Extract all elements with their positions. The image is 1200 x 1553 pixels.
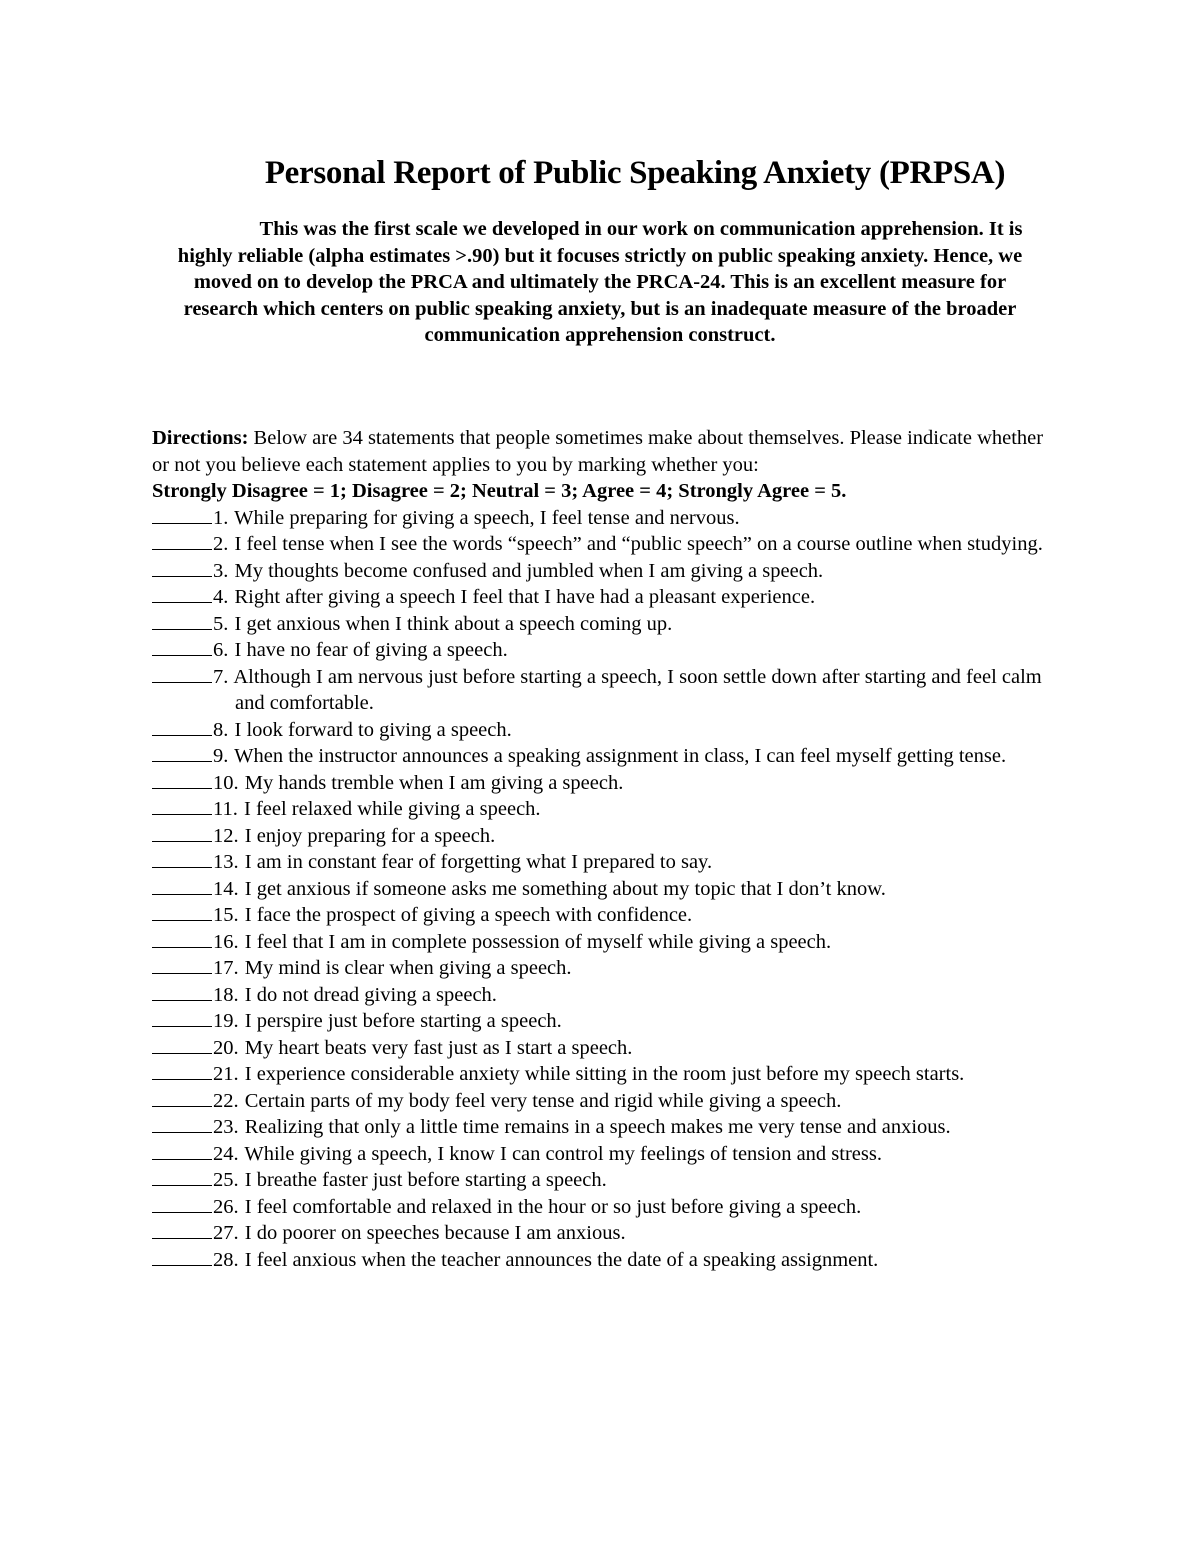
answer-blank[interactable]	[152, 1220, 212, 1239]
statement-item	[152, 1141, 1052, 1168]
statement-item	[152, 955, 1052, 982]
statement-number: 3.	[213, 559, 229, 582]
statement-item	[152, 876, 1052, 903]
statement-text: I feel comfortable and relaxed in the hour or so just before giving a speech.	[239, 1195, 862, 1218]
rating-scale: Strongly Disagree = 1; Disagree = 2; Neutral = 3; Agree = 4; Strongly Agree = 5.	[152, 480, 847, 502]
statement-item	[152, 929, 1052, 956]
statement-item	[152, 505, 1052, 532]
answer-blank[interactable]	[152, 664, 212, 683]
statement-number: 24.	[213, 1142, 239, 1165]
statement-item	[152, 1167, 1052, 1194]
statement-number: 27.	[213, 1222, 239, 1244]
answer-blank[interactable]	[152, 1247, 212, 1266]
statement-number: 6.	[213, 639, 229, 661]
statement-item	[152, 531, 1052, 558]
statement-text: My mind is clear when giving a speech.	[239, 957, 572, 979]
answer-blank[interactable]	[152, 743, 212, 762]
statement-item	[152, 770, 1052, 797]
statement-item	[152, 1035, 1052, 1062]
answer-blank[interactable]	[152, 505, 212, 524]
statement-item	[152, 796, 1052, 823]
statement-text: Certain parts of my body feel very tense and rigid while giving a speech.	[239, 1089, 842, 1112]
answer-blank[interactable]	[152, 584, 212, 603]
statement-number: 25.	[213, 1169, 239, 1191]
statement-text: While preparing for giving a speech, I feel tense and nervous.	[229, 506, 740, 529]
page-title: Personal Report of Public Speaking Anxiety (PRPSA)	[264, 155, 1006, 191]
answer-blank[interactable]	[152, 823, 212, 842]
statement-text: I perspire just before starting a speech.	[239, 1010, 562, 1032]
answer-blank[interactable]	[152, 637, 212, 656]
directions-text: Below are 34 statements that people sometimes make about themselves. Please indicate whether or not you believe each statement applies to you by marking whether you:	[152, 427, 1044, 476]
statement-item	[152, 611, 1052, 638]
statement-text: I feel that I am in complete possession of myself while giving a speech.	[239, 930, 832, 953]
statement-text: My thoughts become confused and jumbled when I am giving a speech.	[229, 559, 824, 582]
answer-blank[interactable]	[152, 558, 212, 577]
statement-item	[152, 558, 1052, 585]
answer-blank[interactable]	[152, 1141, 212, 1160]
statement-number: 19.	[213, 1010, 239, 1032]
statement-number: 11.	[213, 798, 238, 820]
statement-text: I experience considerable anxiety while sitting in the room just before my speech starts.	[239, 1063, 965, 1085]
statement-text: When the instructor announces a speaking assignment in class, I can feel myself getting tense.	[229, 745, 1007, 767]
statement-text: I do not dread giving a speech.	[239, 983, 497, 1006]
statement-item	[152, 637, 1052, 664]
answer-blank[interactable]	[152, 849, 212, 868]
answer-blank[interactable]	[152, 1088, 212, 1107]
statement-item	[152, 1008, 1052, 1035]
statement-text: I feel relaxed while giving a speech.	[238, 798, 541, 820]
statement-number: 10.	[213, 771, 239, 794]
statement-text: I face the prospect of giving a speech with confidence.	[239, 904, 693, 926]
answer-blank[interactable]	[152, 1167, 212, 1186]
statement-item	[152, 584, 1052, 611]
answer-blank[interactable]	[152, 770, 212, 789]
statement-item	[152, 982, 1052, 1009]
statement-text: I get anxious if someone asks me something about my topic that I don’t know.	[239, 877, 886, 900]
answer-blank[interactable]	[152, 929, 212, 948]
statement-item	[152, 743, 1052, 770]
statement-text: I am in constant fear of forgetting what I prepared to say.	[239, 851, 713, 873]
statement-item	[152, 717, 1052, 744]
statement-number: 1.	[213, 506, 229, 529]
answer-blank[interactable]	[152, 611, 212, 630]
statement-number: 9.	[213, 745, 229, 767]
answer-blank[interactable]	[152, 876, 212, 895]
answer-blank[interactable]	[152, 1008, 212, 1027]
statement-number: 2.	[213, 533, 229, 555]
statement-text: I feel tense when I see the words “speech” and “public speech” on a course outline when studying.	[229, 533, 1043, 555]
statement-number: 7.	[213, 665, 229, 688]
answer-blank[interactable]	[152, 982, 212, 1001]
statement-number: 18.	[213, 983, 239, 1006]
statement-item	[152, 902, 1052, 929]
statement-number: 28.	[213, 1248, 239, 1271]
statement-number: 14.	[213, 877, 239, 900]
answer-blank[interactable]	[152, 955, 212, 974]
answer-blank[interactable]	[152, 1061, 212, 1080]
statement-item	[152, 849, 1052, 876]
statement-item	[152, 664, 1052, 717]
answer-blank[interactable]	[152, 1114, 212, 1133]
answer-blank[interactable]	[152, 1035, 212, 1054]
statement-number: 21.	[213, 1063, 239, 1085]
statement-text: I get anxious when I think about a speech coming up.	[229, 612, 673, 635]
intro-paragraph	[155, 216, 1045, 349]
statement-text: I breathe faster just before starting a speech.	[239, 1169, 607, 1191]
statement-item	[152, 1061, 1052, 1088]
directions-label: Directions:	[152, 427, 249, 449]
statement-text: Right after giving a speech I feel that I have had a pleasant experience.	[229, 586, 816, 608]
statement-text: While giving a speech, I know I can control my feelings of tension and stress.	[239, 1142, 882, 1165]
statement-text: I enjoy preparing for a speech.	[239, 824, 496, 847]
statement-text: I have no fear of giving a speech.	[229, 639, 508, 661]
statement-number: 15.	[213, 904, 239, 926]
statement-item	[152, 1194, 1052, 1221]
statement-item	[152, 823, 1052, 850]
statement-item	[152, 1088, 1052, 1115]
answer-blank[interactable]	[152, 796, 212, 815]
statement-text: I do poorer on speeches because I am anxious.	[239, 1222, 626, 1244]
statement-number: 4.	[213, 586, 229, 608]
statement-item	[152, 1247, 1052, 1274]
statement-number: 13.	[213, 851, 239, 873]
statement-list	[152, 505, 1052, 1274]
intro-text: This was the first scale we developed in our work on communication apprehension. It is highly reliable (alpha estimates >.90) but it focuses strictly on public speaking anxiety. Hence, we moved on to develop the PRCA and ultimately the PRCA-24. This is an excellent measure for research which centers on public speaking anxiety, but is an inadequate measure of the broader communication apprehension construct.	[177, 218, 1023, 346]
statement-number: 12.	[213, 824, 239, 847]
answer-blank[interactable]	[152, 1194, 212, 1213]
statement-number: 8.	[213, 718, 229, 741]
answer-blank[interactable]	[152, 717, 212, 736]
answer-blank[interactable]	[152, 531, 212, 550]
answer-blank[interactable]	[152, 902, 212, 921]
directions-paragraph	[152, 425, 1052, 478]
statement-number: 26.	[213, 1195, 239, 1218]
statement-number: 23.	[213, 1116, 239, 1138]
statement-number: 20.	[213, 1036, 239, 1059]
statement-number: 17.	[213, 957, 239, 979]
statement-text: Realizing that only a little time remains in a speech makes me very tense and anxious.	[239, 1116, 951, 1138]
statement-text: I look forward to giving a speech.	[229, 718, 512, 741]
statement-item	[152, 1220, 1052, 1247]
statement-number: 5.	[213, 612, 229, 635]
questionnaire	[152, 425, 1052, 1273]
statement-text: My hands tremble when I am giving a speech.	[239, 771, 624, 794]
statement-number: 16.	[213, 930, 239, 953]
statement-text: Although I am nervous just before starting a speech, I soon settle down after starting and feel calm and comfortable.	[229, 665, 1042, 714]
statement-text: My heart beats very fast just as I start a speech.	[239, 1036, 633, 1059]
statement-item	[152, 1114, 1052, 1141]
statement-number: 22.	[213, 1089, 239, 1112]
statement-text: I feel anxious when the teacher announces the date of a speaking assignment.	[239, 1248, 879, 1271]
